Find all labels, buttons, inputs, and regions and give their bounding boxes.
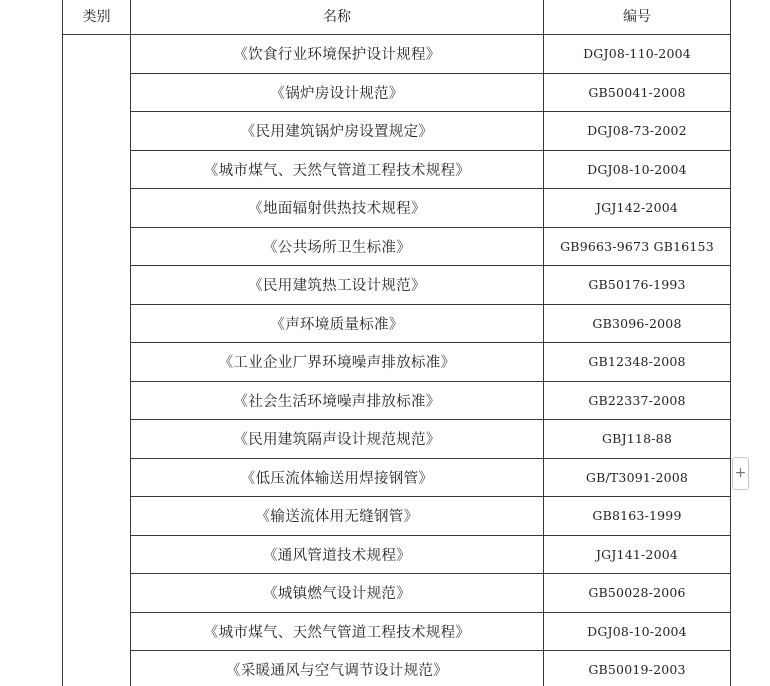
standard-name-cell: 《输送流体用无缝钢管》 — [131, 497, 544, 536]
table-row — [63, 150, 731, 189]
standard-code-cell: GB8163-1999 — [544, 497, 731, 536]
category-cell — [63, 35, 131, 686]
header-name: 名称 — [131, 0, 544, 35]
standard-code-cell: GB12348-2008 — [544, 343, 731, 382]
standard-name-cell: 《城市煤气、天然气管道工程技术规程》 — [131, 150, 544, 189]
standard-name-cell: 《地面辐射供热技术规程》 — [131, 189, 544, 228]
table-row — [63, 497, 731, 536]
standard-name-cell: 《社会生活环境噪声排放标准》 — [131, 381, 544, 420]
standard-name-cell: 《低压流体输送用焊接钢管》 — [131, 458, 544, 497]
standard-name-cell: 《锅炉房设计规范》 — [131, 73, 544, 112]
standard-code-cell: GB50176-1993 — [544, 266, 731, 305]
header-code: 编号 — [544, 0, 731, 35]
standard-name-cell: 《饮食行业环境保护设计规程》 — [131, 35, 544, 74]
table-row — [63, 304, 731, 343]
standard-code-cell: JGJ142-2004 — [544, 189, 731, 228]
header-category: 类别 — [63, 0, 131, 35]
standard-code-cell: GB/T3091-2008 — [544, 458, 731, 497]
standard-name-cell: 《采暖通风与空气调节设计规范》 — [131, 651, 544, 686]
standards-table — [62, 0, 731, 686]
table-row — [63, 73, 731, 112]
standard-code-cell: GB9663-9673 GB16153 — [544, 227, 731, 266]
table-row — [63, 651, 731, 686]
standard-code-cell: GB50041-2008 — [544, 73, 731, 112]
table-row — [63, 535, 731, 574]
table-row — [63, 266, 731, 305]
table-row — [63, 343, 731, 382]
expand-button[interactable] — [732, 457, 749, 490]
table-row — [63, 458, 731, 497]
standard-code-cell: DGJ08-10-2004 — [544, 150, 731, 189]
standard-name-cell: 《公共场所卫生标准》 — [131, 227, 544, 266]
standard-code-cell: GB50019-2003 — [544, 651, 731, 686]
standard-name-cell: 《声环境质量标准》 — [131, 304, 544, 343]
table-row — [63, 112, 731, 151]
standard-code-cell: DGJ08-10-2004 — [544, 612, 731, 651]
table-row — [63, 420, 731, 459]
standard-name-cell: 《城镇燃气设计规范》 — [131, 574, 544, 613]
standard-name-cell: 《民用建筑热工设计规范》 — [131, 266, 544, 305]
table-body — [63, 35, 731, 686]
standard-code-cell: JGJ141-2004 — [544, 535, 731, 574]
table-row — [63, 189, 731, 228]
standard-code-cell: DGJ08-110-2004 — [544, 35, 731, 74]
standard-name-cell: 《工业企业厂界环境噪声排放标准》 — [131, 343, 544, 382]
table-row — [63, 612, 731, 651]
standard-name-cell: 《民用建筑隔声设计规范规范》 — [131, 420, 544, 459]
standard-name-cell: 《通风管道技术规程》 — [131, 535, 544, 574]
table-row — [63, 574, 731, 613]
standard-code-cell: GB3096-2008 — [544, 304, 731, 343]
standard-code-cell: DGJ08-73-2002 — [544, 112, 731, 151]
standard-name-cell: 《城市煤气、天然气管道工程技术规程》 — [131, 612, 544, 651]
standard-code-cell: GBJ118-88 — [544, 420, 731, 459]
table-row — [63, 227, 731, 266]
standard-name-cell: 《民用建筑锅炉房设置规定》 — [131, 112, 544, 151]
table-row — [63, 35, 731, 74]
standard-code-cell: GB50028-2006 — [544, 574, 731, 613]
table-row — [63, 381, 731, 420]
standard-code-cell: GB22337-2008 — [544, 381, 731, 420]
plus-icon: + — [734, 465, 747, 481]
header-row — [63, 0, 731, 35]
table-header — [63, 0, 731, 35]
